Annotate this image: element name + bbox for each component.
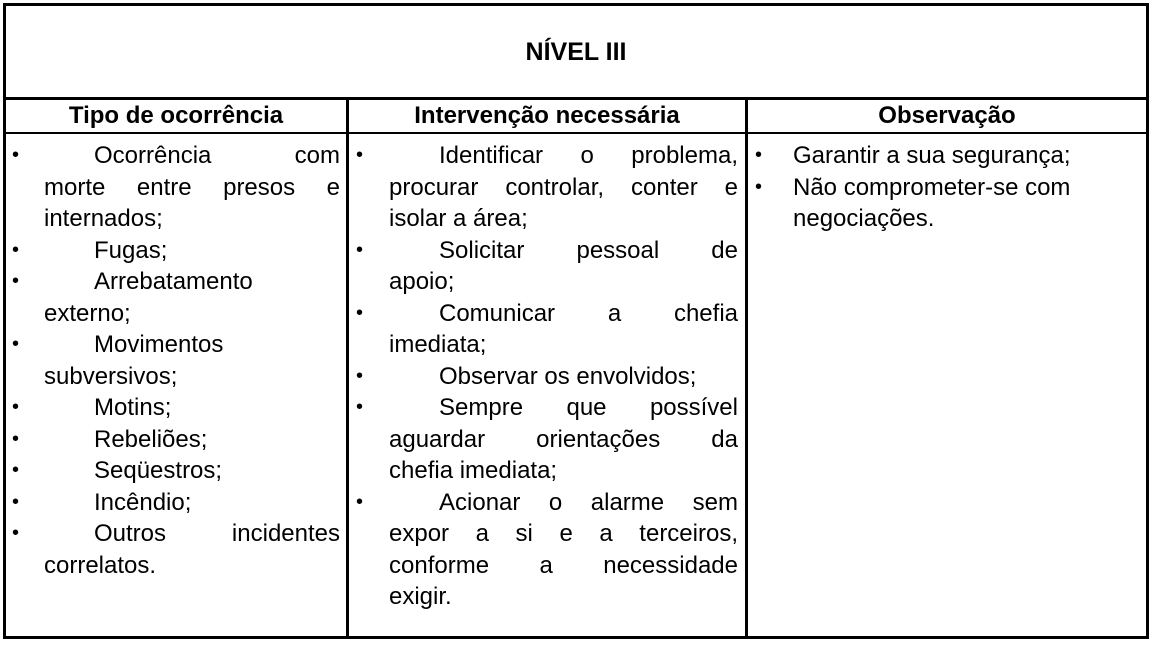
list-item: [12, 518, 340, 581]
list-item-line: isolar a área;: [389, 205, 528, 232]
bullet-icon: •: [755, 175, 763, 198]
bullet-icon: •: [12, 427, 20, 450]
list-item: [12, 487, 340, 519]
bullet-icon: •: [356, 396, 364, 418]
list-item-line: Seqüestros;: [94, 457, 223, 484]
list-item-line: Incêndio;: [94, 488, 192, 516]
list-item-line: imediata;: [389, 331, 487, 358]
list-item-line: correlatos.: [44, 551, 157, 579]
list-item-line: Outros incidentes: [94, 520, 340, 547]
list-item-line: Observar os envolvidos;: [439, 362, 697, 390]
list-item-line: Solicitar pessoal de: [439, 236, 738, 264]
list-item-line: aguardar orientações da: [389, 425, 738, 453]
list-item: [755, 172, 1133, 235]
list-item: [356, 235, 738, 298]
header-tipo: Tipo de ocorrência: [6, 100, 346, 134]
list-item-line: conforme a necessidade: [389, 551, 738, 579]
list-item-line: procurar controlar, conter e: [389, 173, 738, 201]
list-item: [356, 392, 738, 487]
table-title: NÍVEL III: [6, 6, 1146, 100]
list-item: [12, 140, 340, 235]
list-item-line: negociações.: [793, 205, 935, 232]
bullet-icon: •: [12, 144, 20, 166]
list-item-line: chefia imediata;: [389, 457, 558, 484]
list-item: [12, 455, 340, 487]
list-item-line: exigir.: [389, 583, 452, 610]
list-item-line: Comunicar a chefia: [439, 299, 738, 327]
list-item-line: Fugas;: [94, 236, 168, 264]
tipo-list: [6, 136, 346, 581]
list-item: [12, 424, 340, 456]
bullet-icon: •: [12, 238, 20, 261]
list-item-line: subversivos;: [44, 362, 178, 390]
list-item-line: expor a si e a terceiros,: [389, 520, 738, 547]
list-item-line: Identificar o problema,: [439, 142, 738, 169]
column-observacao: [748, 136, 1146, 636]
list-item: [12, 329, 340, 392]
header-observacao: Observação: [748, 100, 1146, 134]
bullet-icon: •: [12, 270, 20, 292]
list-item-line: externo;: [44, 299, 131, 327]
list-item-line: apoio;: [389, 268, 455, 295]
list-item-line: Sempre que possível: [439, 394, 738, 421]
observacao-list: [748, 136, 1146, 235]
list-item: [356, 298, 738, 361]
bullet-icon: •: [356, 490, 364, 513]
list-item: [356, 361, 738, 393]
list-item-line: Garantir a sua segurança;: [793, 142, 1071, 169]
bullet-icon: •: [12, 459, 20, 481]
intervencao-list: [349, 136, 745, 613]
bullet-icon: •: [356, 301, 364, 324]
list-item: [755, 140, 1133, 172]
list-item: [12, 392, 340, 424]
list-item-line: Ocorrência com: [94, 142, 340, 169]
list-item: [12, 235, 340, 267]
bullet-icon: •: [12, 333, 20, 355]
list-item-line: Acionar o alarme sem: [439, 488, 738, 516]
bullet-icon: •: [12, 396, 20, 418]
list-item: [356, 487, 738, 613]
level-table: [3, 3, 1149, 639]
list-item-line: internados;: [44, 205, 163, 232]
list-item-line: Motins;: [94, 394, 172, 421]
list-item-line: Movimentos: [94, 331, 224, 358]
list-item-line: morte entre presos e: [44, 173, 340, 201]
list-item-line: Rebeliões;: [94, 425, 208, 453]
bullet-icon: •: [12, 490, 20, 513]
column-intervencao: [349, 136, 745, 636]
bullet-icon: •: [356, 364, 364, 387]
list-item: [12, 266, 340, 329]
column-tipo: [6, 136, 346, 636]
header-intervencao: Intervenção necessária: [349, 100, 745, 134]
list-item: [356, 140, 738, 235]
bullet-icon: •: [755, 144, 763, 166]
list-item-line: Arrebatamento: [94, 268, 253, 295]
list-item-line: Não comprometer-se com: [793, 173, 1071, 201]
bullet-icon: •: [356, 238, 364, 261]
bullet-icon: •: [356, 144, 364, 166]
bullet-icon: •: [12, 522, 20, 544]
